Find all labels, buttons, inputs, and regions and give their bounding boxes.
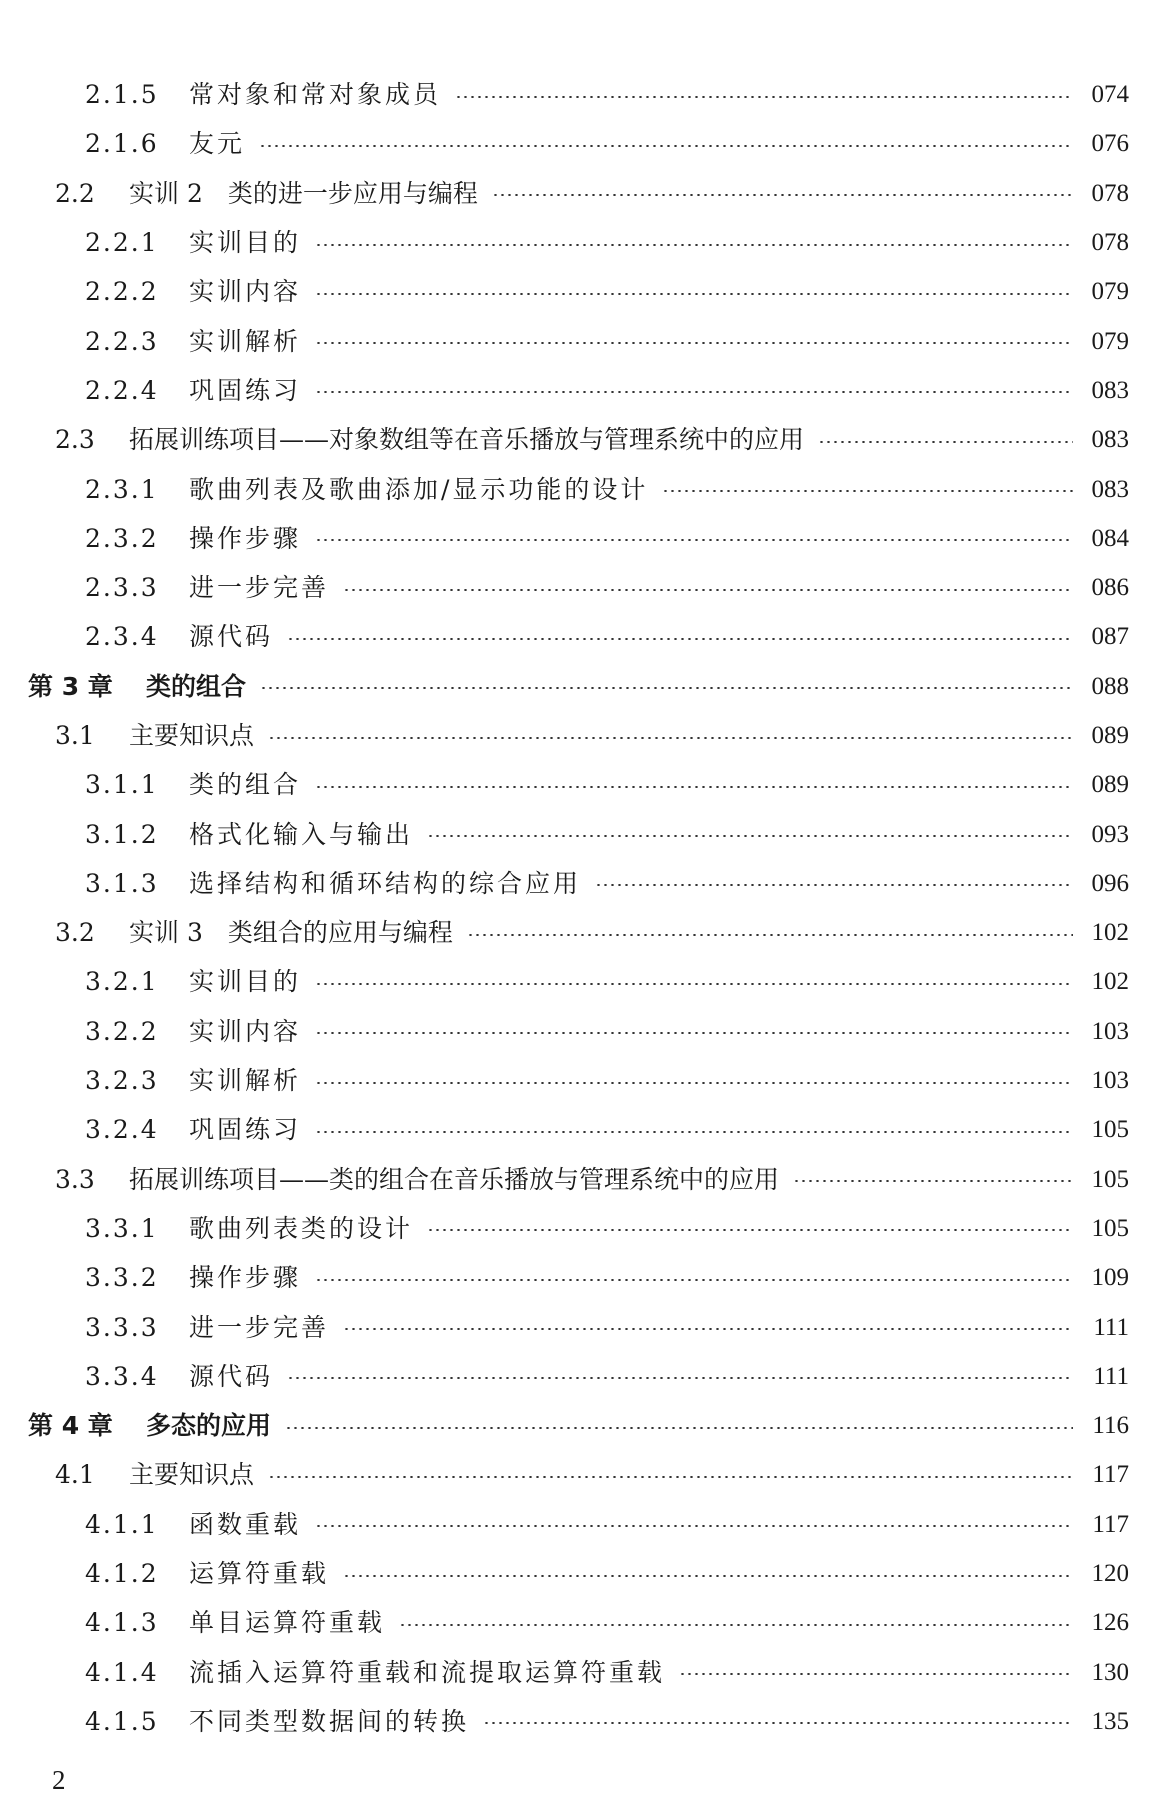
toc-entry-number: 4.1.3 — [85, 1608, 159, 1638]
toc-entry-page: 083 — [1091, 475, 1129, 503]
toc-entry-title: 歌曲列表及歌曲添加/显示功能的设计 — [189, 474, 649, 504]
toc-entry-number: 3.3 — [55, 1164, 95, 1194]
toc-entry-number: 2.2.1 — [85, 228, 159, 258]
dot-leader — [467, 934, 1073, 936]
toc-entry-number: 3.3.4 — [85, 1361, 159, 1391]
toc-subsection-entry[interactable] — [0, 1598, 1157, 1647]
dot-leader — [343, 1328, 1073, 1330]
dot-leader — [315, 1082, 1073, 1084]
toc-entry-page: 120 — [1091, 1560, 1129, 1588]
dot-leader — [427, 835, 1073, 837]
toc-entry-page: 116 — [1092, 1412, 1129, 1440]
toc-subsection-entry[interactable] — [0, 70, 1157, 119]
toc-entry-number: 4.1.1 — [85, 1509, 159, 1539]
toc-subsection-entry[interactable] — [0, 1697, 1157, 1746]
toc-subsection-entry[interactable] — [0, 1204, 1157, 1253]
toc-entry-title: 拓展训练项目——对象数组等在音乐播放与管理系统中的应用 — [129, 425, 805, 455]
toc-entry-page: 079 — [1091, 327, 1129, 355]
toc-entry-number: 3.3.2 — [85, 1263, 159, 1293]
toc-entry-title: 不同类型数据间的转换 — [189, 1706, 470, 1736]
toc-entry-number: 3.3.3 — [85, 1312, 159, 1342]
toc-entry-page: 105 — [1091, 1116, 1129, 1144]
dot-leader — [483, 1722, 1073, 1724]
toc-section-entry[interactable] — [0, 1155, 1157, 1204]
toc-entry-number: 2.3.1 — [85, 474, 159, 504]
toc-entry-title: 多态的应用 — [146, 1411, 272, 1441]
dot-leader — [343, 589, 1073, 591]
toc-entry-page: 087 — [1091, 623, 1129, 651]
toc-entry-title: 源代码 — [189, 622, 274, 652]
dot-leader — [427, 1229, 1073, 1231]
toc-entry-page: 079 — [1091, 278, 1129, 306]
dot-leader — [343, 1575, 1073, 1577]
toc-entry-page: 126 — [1091, 1609, 1129, 1637]
toc-entry-page: 102 — [1091, 919, 1129, 947]
toc-entry-title: 常对象和常对象成员 — [189, 80, 442, 110]
dot-leader — [287, 638, 1073, 640]
toc-entry-page: 093 — [1091, 820, 1129, 848]
toc-subsection-entry[interactable] — [0, 464, 1157, 513]
toc-entry-title: 格式化输入与输出 — [189, 819, 414, 849]
toc-entry-title: 进一步完善 — [189, 1312, 330, 1342]
dot-leader — [818, 441, 1073, 443]
toc-entry-number: 4.1.2 — [85, 1559, 159, 1589]
toc-entry-title: 实训目的 — [189, 228, 302, 258]
toc-entry-page: 088 — [1091, 672, 1129, 700]
toc-entry-number: 2.1.6 — [85, 129, 159, 159]
toc-entry-number: 3.2.4 — [85, 1115, 159, 1145]
toc-section-entry[interactable] — [0, 711, 1157, 760]
toc-entry-title: 单目运算符重载 — [189, 1608, 386, 1638]
dot-leader — [793, 1180, 1073, 1182]
dot-leader — [287, 1377, 1073, 1379]
toc-entry-number: 3.1.1 — [85, 770, 159, 800]
toc-subsection-entry[interactable] — [0, 1302, 1157, 1351]
toc-entry-number: 2.3 — [55, 425, 95, 455]
dot-leader — [260, 687, 1073, 689]
toc-entry-title: 实训内容 — [189, 277, 302, 307]
page-number: 2 — [52, 1765, 66, 1795]
toc-entry-page: 083 — [1091, 426, 1129, 454]
toc-subsection-entry[interactable] — [0, 1352, 1157, 1401]
dot-leader — [268, 737, 1073, 739]
dot-leader — [679, 1673, 1073, 1675]
toc-entry-page: 083 — [1091, 376, 1129, 404]
toc-entry-page: 096 — [1091, 869, 1129, 897]
dot-leader — [315, 1525, 1073, 1527]
toc-entry-page: 089 — [1091, 722, 1129, 749]
toc-subsection-entry[interactable] — [0, 1549, 1157, 1598]
toc-entry-page: 078 — [1091, 179, 1129, 207]
table-of-contents — [0, 70, 1157, 1746]
dot-leader — [492, 194, 1073, 196]
toc-subsection-entry[interactable] — [0, 612, 1157, 661]
toc-entry-title: 选择结构和循环结构的综合应用 — [189, 868, 582, 898]
toc-entry-number: 2.2.3 — [85, 326, 159, 356]
toc-entry-page: 078 — [1091, 229, 1129, 257]
toc-entry-title: 实训 3 类组合的应用与编程 — [129, 918, 453, 948]
dot-leader — [315, 1032, 1073, 1034]
toc-entry-page: 102 — [1091, 968, 1129, 996]
toc-entry-number: 3.1.2 — [85, 819, 159, 849]
toc-entry-number: 2.3.3 — [85, 573, 159, 603]
toc-entry-number: 2.2.4 — [85, 375, 159, 405]
toc-subsection-entry[interactable] — [0, 316, 1157, 365]
toc-entry-number: 2.3.2 — [85, 523, 159, 553]
toc-subsection-entry[interactable] — [0, 760, 1157, 809]
toc-subsection-entry[interactable] — [0, 563, 1157, 612]
toc-entry-title: 主要知识点 — [129, 1460, 255, 1490]
toc-entry-number: 3.2.2 — [85, 1016, 159, 1046]
toc-entry-page: 111 — [1093, 1362, 1129, 1390]
toc-subsection-entry[interactable] — [0, 119, 1157, 168]
toc-entry-page: 105 — [1091, 1165, 1129, 1193]
toc-entry-title: 歌曲列表类的设计 — [189, 1213, 414, 1243]
toc-entry-page: 117 — [1092, 1461, 1129, 1489]
toc-entry-number: 4.1.5 — [85, 1706, 159, 1736]
toc-entry-number: 3.3.1 — [85, 1213, 159, 1243]
toc-entry-number: 4.1.4 — [85, 1657, 159, 1687]
toc-entry-page: 105 — [1091, 1214, 1129, 1242]
toc-entry-page: 084 — [1091, 524, 1129, 552]
toc-entry-number: 4.1 — [55, 1460, 95, 1490]
toc-section-entry[interactable] — [0, 169, 1157, 218]
toc-subsection-entry[interactable] — [0, 1105, 1157, 1154]
toc-entry-page: 135 — [1091, 1707, 1129, 1735]
dot-leader — [315, 244, 1073, 246]
toc-entry-title: 主要知识点 — [129, 721, 255, 750]
toc-entry-title: 实训解析 — [189, 1066, 302, 1096]
toc-entry-number: 2.2.2 — [85, 277, 159, 307]
toc-entry-title: 类的组合 — [189, 770, 302, 800]
toc-entry-number: 2.3.4 — [85, 622, 159, 652]
toc-entry-number: 第 3 章 — [28, 671, 113, 701]
toc-entry-page: 076 — [1091, 130, 1129, 158]
toc-subsection-entry[interactable] — [0, 1500, 1157, 1549]
toc-entry-title: 函数重载 — [189, 1509, 302, 1539]
toc-entry-title: 进一步完善 — [189, 573, 330, 603]
toc-entry-title: 实训解析 — [189, 326, 302, 356]
toc-entry-page: 086 — [1091, 574, 1129, 602]
dot-leader — [315, 391, 1073, 393]
toc-entry-page: 103 — [1091, 1067, 1129, 1095]
toc-chapter-entry[interactable] — [0, 662, 1157, 711]
toc-entry-number: 3.2.1 — [85, 967, 159, 997]
toc-chapter-entry[interactable] — [0, 1401, 1157, 1450]
toc-entry-title: 巩固练习 — [189, 375, 302, 405]
toc-subsection-entry[interactable] — [0, 1253, 1157, 1302]
toc-entry-title: 类的组合 — [146, 671, 247, 701]
dot-leader — [315, 342, 1073, 344]
dot-leader — [285, 1427, 1073, 1429]
dot-leader — [315, 1131, 1073, 1133]
toc-subsection-entry[interactable] — [0, 809, 1157, 858]
toc-entry-title: 实训 2 类的进一步应用与编程 — [129, 178, 478, 208]
toc-subsection-entry[interactable] — [0, 366, 1157, 415]
toc-subsection-entry[interactable] — [0, 1648, 1157, 1697]
toc-entry-title: 流插入运算符重载和流提取运算符重载 — [189, 1657, 666, 1687]
dot-leader — [268, 1476, 1073, 1478]
toc-entry-number: 3.2.3 — [85, 1066, 159, 1096]
toc-section-entry[interactable] — [0, 1450, 1157, 1499]
dot-leader — [315, 786, 1073, 788]
dot-leader — [455, 96, 1073, 98]
toc-subsection-entry[interactable] — [0, 1007, 1157, 1056]
toc-section-entry[interactable] — [0, 908, 1157, 957]
toc-entry-title: 拓展训练项目——类的组合在音乐播放与管理系统中的应用 — [129, 1164, 780, 1194]
toc-entry-page: 074 — [1091, 81, 1129, 109]
dot-leader — [399, 1624, 1073, 1626]
toc-section-entry[interactable] — [0, 415, 1157, 464]
toc-entry-title: 操作步骤 — [189, 1263, 302, 1293]
toc-entry-page: 109 — [1091, 1264, 1129, 1292]
dot-leader — [259, 145, 1073, 147]
toc-entry-number: 3.1 — [55, 721, 95, 750]
toc-subsection-entry[interactable] — [0, 267, 1157, 316]
dot-leader — [315, 293, 1073, 295]
toc-subsection-entry[interactable] — [0, 514, 1157, 563]
toc-entry-title: 运算符重载 — [189, 1559, 330, 1589]
toc-subsection-entry[interactable] — [0, 957, 1157, 1006]
dot-leader — [315, 539, 1073, 541]
toc-subsection-entry[interactable] — [0, 218, 1157, 267]
toc-entry-title: 实训内容 — [189, 1016, 302, 1046]
dot-leader — [315, 1279, 1073, 1281]
toc-entry-page: 117 — [1092, 1510, 1129, 1538]
toc-entry-number: 3.1.3 — [85, 868, 159, 898]
toc-entry-page: 089 — [1091, 771, 1129, 799]
toc-entry-page: 111 — [1093, 1313, 1129, 1341]
toc-subsection-entry[interactable] — [0, 859, 1157, 908]
toc-subsection-entry[interactable] — [0, 1056, 1157, 1105]
toc-entry-number: 2.1.5 — [85, 80, 159, 110]
toc-entry-title: 实训目的 — [189, 967, 302, 997]
dot-leader — [315, 983, 1073, 985]
toc-entry-title: 友元 — [189, 129, 246, 159]
toc-entry-title: 巩固练习 — [189, 1115, 302, 1145]
toc-entry-title: 源代码 — [189, 1361, 274, 1391]
toc-entry-number: 2.2 — [55, 178, 95, 208]
toc-entry-title: 操作步骤 — [189, 523, 302, 553]
dot-leader — [662, 490, 1073, 492]
toc-entry-number: 第 4 章 — [28, 1411, 113, 1441]
toc-entry-page: 103 — [1091, 1017, 1129, 1045]
dot-leader — [595, 884, 1073, 886]
toc-entry-number: 3.2 — [55, 918, 95, 948]
toc-entry-page: 130 — [1091, 1658, 1129, 1686]
